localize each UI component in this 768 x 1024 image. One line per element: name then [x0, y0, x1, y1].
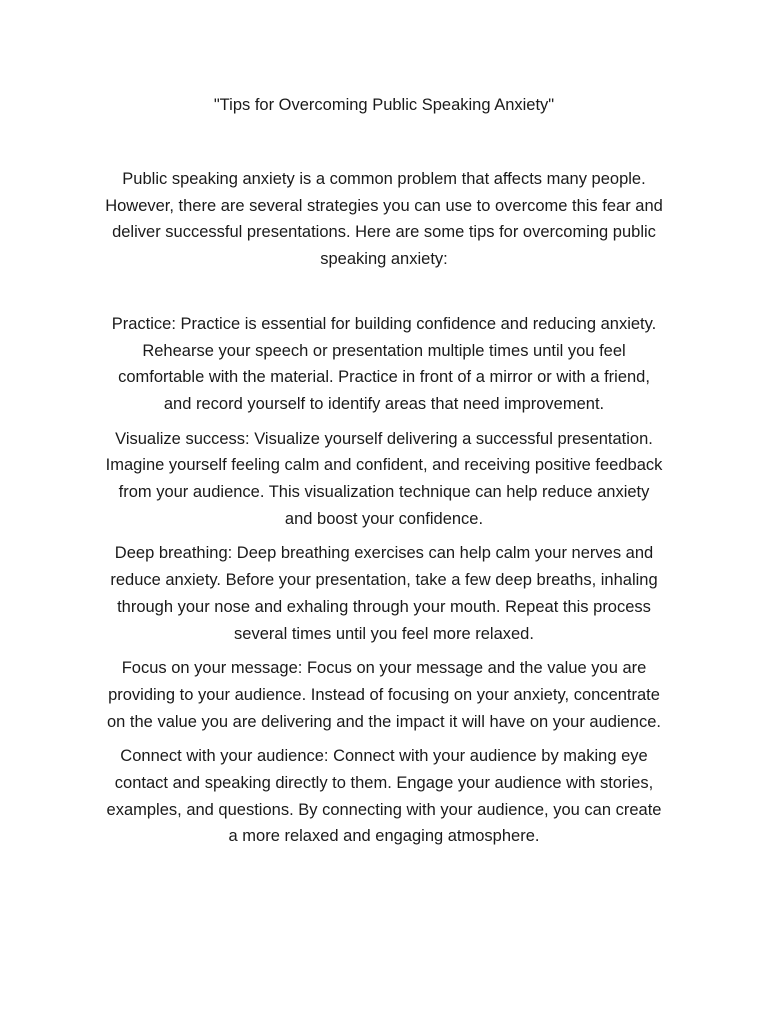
- document-title: "Tips for Overcoming Public Speaking Anxiety": [213, 96, 555, 114]
- tip-deep-breathing: Deep breathing: Deep breathing exercises can help calm your nerves and reduce anxiety. Before your presentation, take a few deep breaths, inhaling through your nose and exhaling through your mouth. Repeat this process several times until you feel more relaxed.: [110, 544, 658, 643]
- tip-practice: Practice: Practice is essential for building confidence and reducing anxiety. Rehearse your speech or presentation multiple times until you feel comfortable with the material. Practice in front of a mirror or with a friend, and record yourself to identify areas that need improvement.: [111, 314, 657, 413]
- tip-visualize-success: Visualize success: Visualize yourself delivering a successful presentation. Imagine yourself feeling calm and confident, and receiving positive feedback from your audience. This visualization technique can help reduce anxiety and boost your confidence.: [105, 429, 663, 528]
- intro-paragraph: Public speaking anxiety is a common problem that affects many people. However, there are several strategies you can use to overcome this fear and deliver successful presentations. Here are some tips for overcoming public speaking anxiety:: [105, 170, 663, 269]
- tip-connect-with-audience: Connect with your audience: Connect with your audience by making eye contact and speaking directly to them. Engage your audience with stories, examples, and questions. By connecting with your audience, you can create a more relaxed and engaging atmosphere.: [106, 747, 662, 846]
- document-body: [104, 166, 664, 858]
- tip-focus-on-message: Focus on your message: Focus on your message and the value you are providing to your audience. Instead of focusing on your anxiety, concentrate on the value you are delivering and the impact it will have on your audience.: [106, 659, 661, 731]
